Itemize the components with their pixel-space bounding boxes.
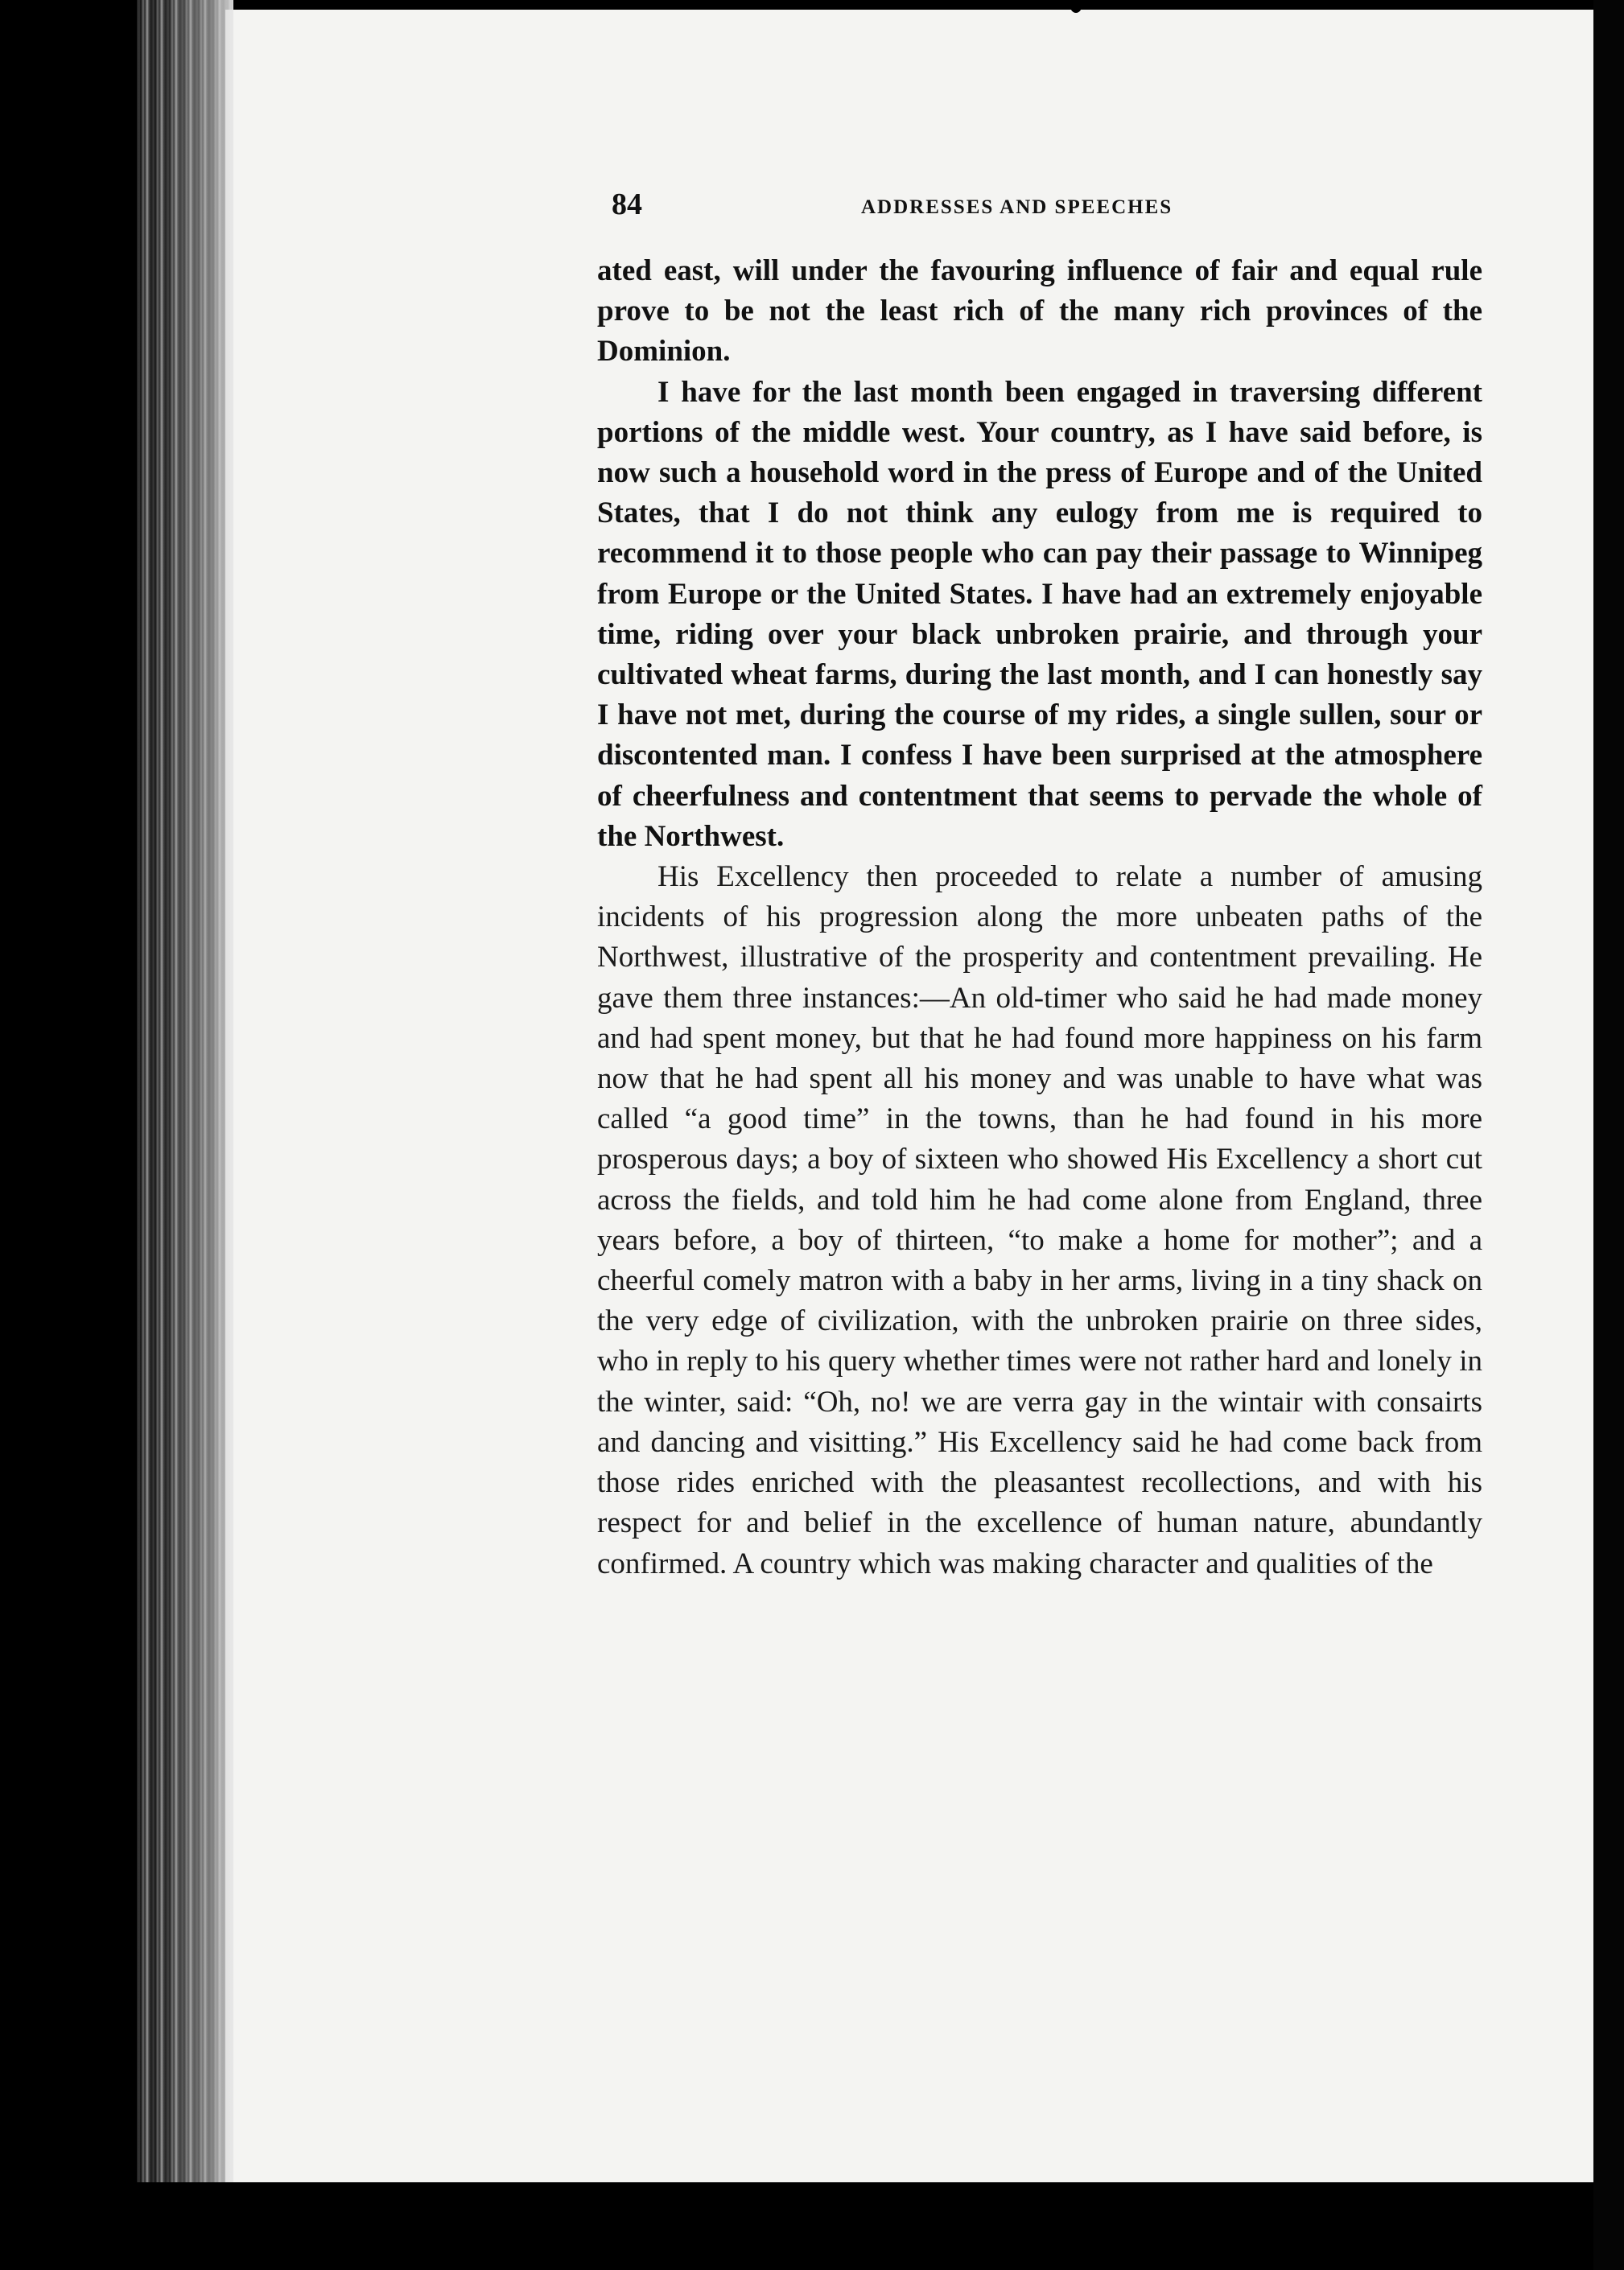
- scan-right-border: [1593, 0, 1624, 2270]
- paragraph: I have for the last month been engaged in traversing different portions of the middle west. Your country, as I have said before, is now such a household word in the press of Europe and of the United States, that I do not think any eulogy from me is required to recommend it to those people who can pay their passage to Winnipeg from Europe or the United States. I have had an extremely enjoyable time, riding over your black unbroken prairie, and through your cultivated wheat farms, during the last month, and I can honestly say I have not met, during the course of my rides, a single sullen, sour or discontented man. I confess I have been surprised at the atmosphere of cheerfulness and contentment that seems to pervade the whole of the Northwest.: [597, 375, 1482, 853]
- body-text: [597, 251, 1482, 1584]
- page-header: [612, 183, 1489, 232]
- page-gutter-shadow: [161, 0, 233, 2185]
- paragraph: His Excellency then proceeded to relate a number of amusing incidents of his progression along the more unbeaten paths of the Northwest, illustrative of the prosperity and contentment prevailing. He gave them three instances:—An old-timer who said he had made money and had spent money, but that he had found more happiness on his farm now that he had spent all his money and was unable to have what was called “a good time” in the towns, than he had found in his more prosperous days; a boy of sixteen who showed His Excellency a short cut across the fields, and told him he had come alone from England, three years before, a boy of thirteen, “to make a home for mother”; and a cheerful comely matron with a baby in her arms, living in a tiny shack on the very edge of civilization, with the unbroken prairie on three sides, who in reply to his query whether times were not rather hard and lonely in the winter, said: “Oh, no! we are verra gay in the wintair with consairts and dancing and visitting.” His Excellency said he had come back from those rides enriched with the pleasantest recollections, and with his respect for and belief in the excellence of human nature, abundantly confirmed. A country which was making character and qualities of the: [597, 860, 1482, 1580]
- page-number: 84: [612, 187, 642, 221]
- running-head: ADDRESSES AND SPEECHES: [861, 196, 1173, 218]
- paragraph: ated east, will under the favouring influence of fair and equal rule prove to be not the least rich of the many rich provinces of the Dominion.: [597, 254, 1482, 369]
- scan-speck: [1070, 0, 1082, 13]
- scan-bottom-border: [0, 2182, 1624, 2270]
